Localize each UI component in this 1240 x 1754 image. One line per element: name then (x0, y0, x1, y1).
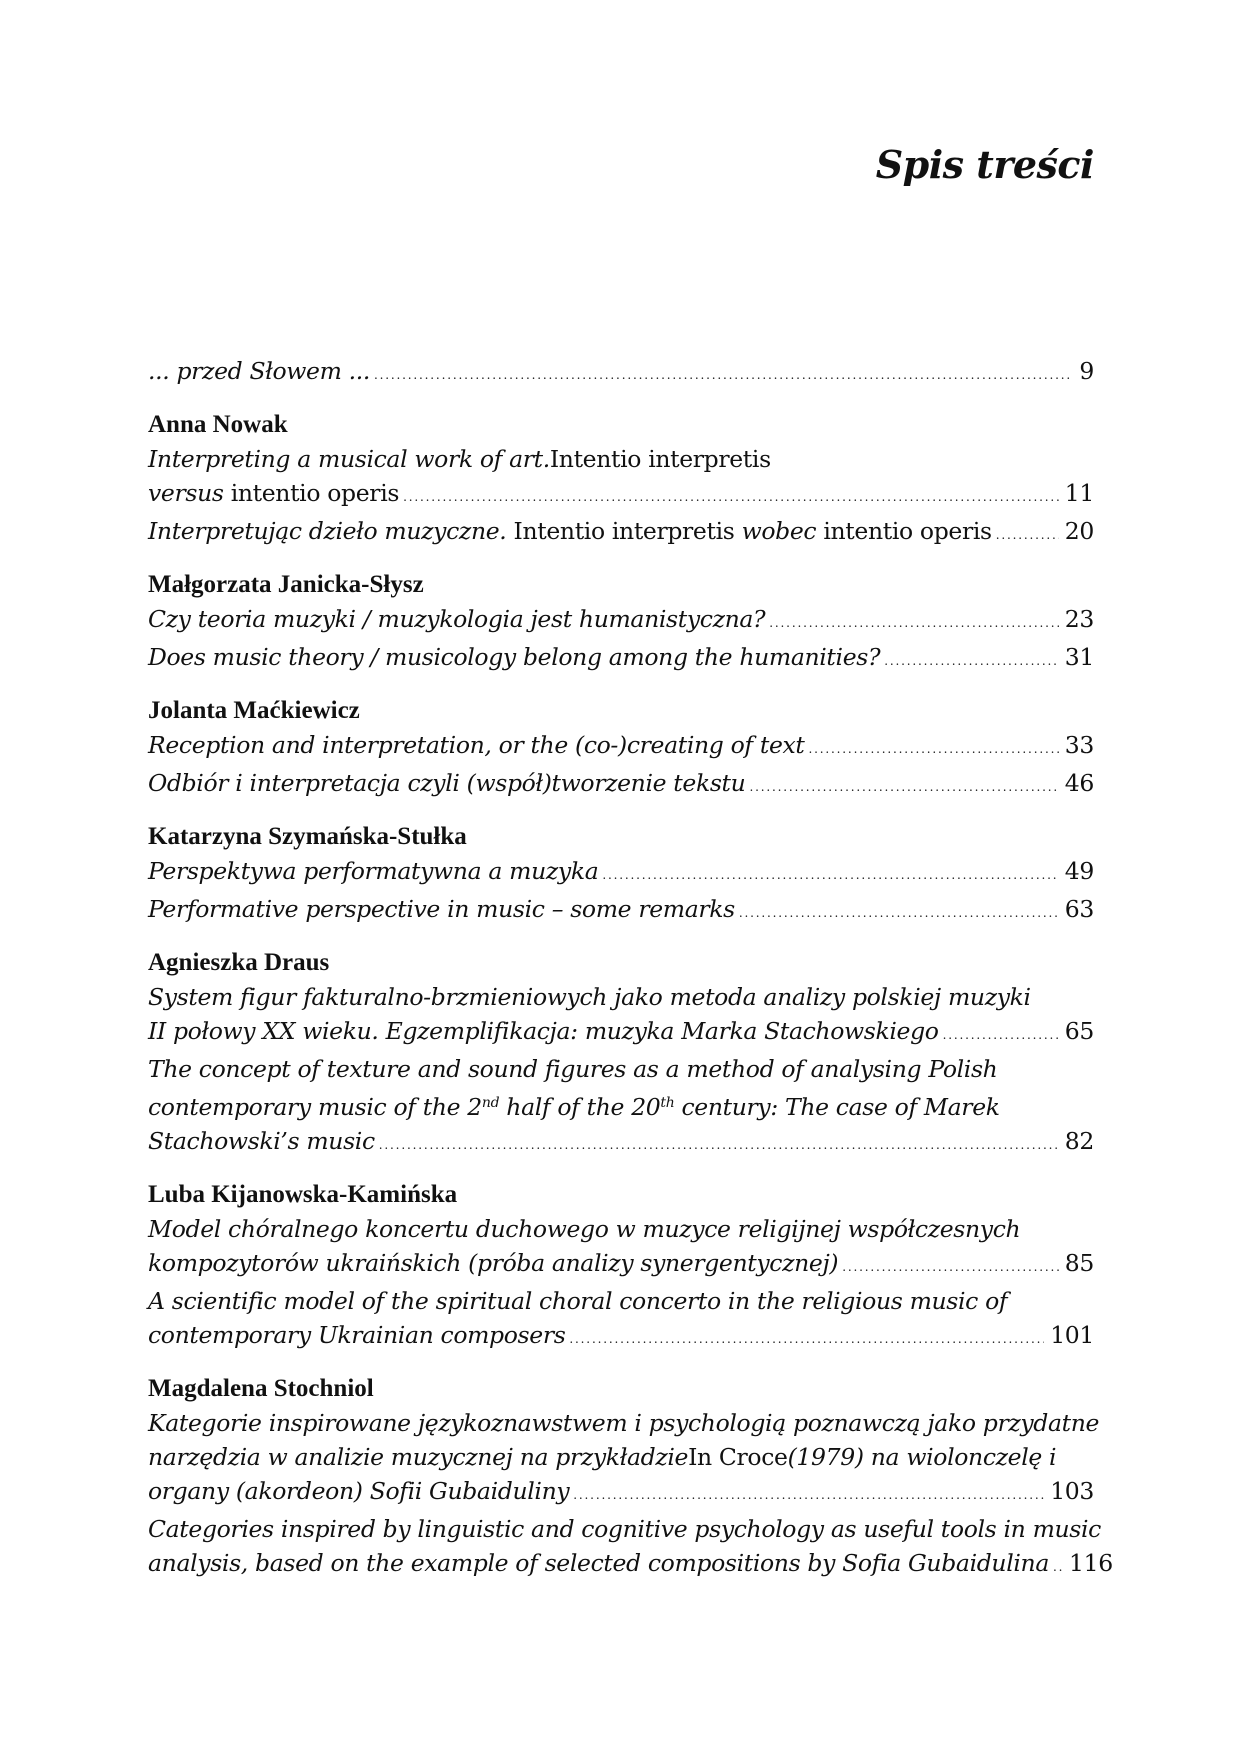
dot-leader (1053, 1546, 1063, 1584)
author-name: Magdalena Stochniol (148, 1375, 374, 1402)
title-segment: narzędzia w analizie muzycznej na przykładzie (148, 1443, 689, 1471)
entry-title: Czy teoria muzyki / muzykologia jest humanistyczna? (148, 605, 766, 633)
author-name: Luba Kijanowska-Kamińska (148, 1181, 458, 1208)
entry-title: Performative perspective in music – some remarks (148, 895, 735, 923)
toc-entry[interactable] (148, 1052, 1094, 1162)
author-name: Małgorzata Janicka-Słysz (148, 571, 424, 598)
author-section (148, 820, 1094, 930)
author-section (148, 568, 1094, 678)
author-name: Agnieszka Draus (148, 949, 330, 976)
entry-title (148, 514, 992, 548)
toc-line[interactable] (148, 766, 1094, 804)
toc-entry-intro[interactable] (148, 354, 1094, 392)
toc-entry[interactable] (148, 514, 1094, 552)
dot-leader (842, 1246, 1059, 1284)
entry-title: Odbiór i interpretacja czyli (współ)tworzenie tekstu (148, 769, 746, 797)
title-segment: intentio operis (816, 517, 992, 545)
page-number: 82 (1064, 1127, 1094, 1155)
toc-line[interactable] (148, 1124, 1094, 1162)
dot-leader (569, 1318, 1044, 1356)
dot-leader (809, 728, 1059, 766)
title-segment: Interpretując dzieło muzyczne. (148, 517, 507, 545)
entry-title: kompozytorów ukraińskich (próba analizy synergentycznej) (148, 1249, 839, 1277)
title-segment: Intentio interpretis (549, 445, 771, 473)
toc-line (148, 980, 1094, 1014)
toc-line (148, 1212, 1094, 1246)
entry-title: II połowy XX wieku. Egzemplifikacja: muzyka Marka Stachowskiego (148, 1017, 939, 1045)
toc-entry[interactable] (148, 892, 1094, 930)
dot-leader (403, 476, 1059, 514)
page-number: 85 (1064, 1249, 1094, 1277)
toc-line[interactable] (148, 1014, 1094, 1052)
author-section (148, 1178, 1094, 1356)
dot-leader (739, 892, 1059, 930)
toc-line[interactable] (148, 1318, 1094, 1356)
author-name: Anna Nowak (148, 411, 288, 438)
entry-title: A scientific model of the spiritual choral concerto in the religious music of (148, 1287, 1008, 1315)
entry-title: analysis, based on the example of selected compositions by Sofia Gubaidulina (148, 1549, 1049, 1577)
page-number: 116 (1069, 1549, 1113, 1577)
title-segment: century: The case of Marek (674, 1093, 1000, 1121)
page-number: 31 (1064, 643, 1094, 671)
page-number: 11 (1064, 479, 1094, 507)
toc-line[interactable] (148, 728, 1094, 766)
toc-line[interactable] (148, 892, 1094, 930)
toc-entry[interactable] (148, 728, 1094, 766)
author-section (148, 694, 1094, 804)
toc-entry[interactable] (148, 854, 1094, 892)
toc-entry[interactable] (148, 1284, 1094, 1356)
page-title: Spis treści (875, 142, 1094, 187)
page-number: 63 (1064, 895, 1094, 923)
entry-title (148, 476, 399, 510)
table-of-contents (148, 354, 1113, 1584)
page-number: 103 (1050, 1477, 1094, 1505)
toc-entry[interactable] (148, 1406, 1100, 1512)
entry-title: Categories inspired by linguistic and cognitive psychology as useful tools in music (148, 1515, 1101, 1543)
title-segment: Interpreting a musical work of art. (148, 445, 550, 473)
author-section (148, 408, 1094, 552)
toc-line (148, 1086, 1094, 1124)
page-number: 46 (1064, 769, 1094, 797)
entry-title: The concept of texture and sound figures as a method of analysing Polish (148, 1055, 998, 1083)
title-segment: In Croce (688, 1443, 788, 1471)
title-segment: intentio operis (223, 479, 400, 507)
dot-leader (769, 602, 1059, 640)
page-number: 20 (1064, 517, 1094, 545)
entry-title: Reception and interpretation, or the (co-)creating of text (148, 731, 805, 759)
entry-title: ... przed Słowem ... (148, 357, 371, 385)
entry-title: contemporary Ukrainian composers (148, 1321, 566, 1349)
page-number: 9 (1079, 357, 1094, 385)
toc-line[interactable] (148, 1546, 1113, 1584)
toc-line[interactable] (148, 854, 1094, 892)
dot-leader (884, 640, 1059, 678)
page-number: 101 (1050, 1321, 1094, 1349)
entry-title: Perspektywa performatywna a muzyka (148, 857, 599, 885)
author-name: Katarzyna Szymańska-Stułka (148, 823, 467, 850)
toc-line[interactable] (148, 1246, 1094, 1284)
toc-entry[interactable] (148, 602, 1094, 640)
entry-title: System figur fakturalno-brzmieniowych jako metoda analizy polskiej muzyki (148, 983, 1031, 1011)
entry-title: Model chóralnego koncertu duchowego w muzyce religijnej współczesnych (148, 1215, 1021, 1243)
title-segment: half of the 20 (499, 1093, 661, 1121)
superscript: th (660, 1095, 675, 1111)
dot-leader (374, 354, 1073, 392)
author-name: Jolanta Maćkiewicz (148, 697, 360, 724)
toc-line (148, 1052, 1094, 1086)
title-segment: versus (148, 479, 224, 507)
page-number: 65 (1064, 1017, 1094, 1045)
dot-leader (943, 1014, 1059, 1052)
author-section (148, 946, 1094, 1162)
toc-entry[interactable] (148, 980, 1094, 1052)
toc-line[interactable] (148, 1474, 1094, 1512)
title-segment: (1979) na wiolonczelę i (787, 1443, 1057, 1471)
toc-entry[interactable] (148, 1212, 1094, 1284)
toc-line (148, 442, 1094, 476)
entry-title: Stachowski’s music (148, 1127, 375, 1155)
dot-leader (573, 1474, 1044, 1512)
toc-line[interactable] (148, 514, 1094, 552)
toc-line (148, 1284, 1094, 1318)
toc-line (148, 1512, 1101, 1546)
page-number: 33 (1064, 731, 1094, 759)
toc-entry[interactable] (148, 766, 1094, 804)
toc-entry[interactable] (148, 1512, 1113, 1584)
author-section (148, 1372, 1113, 1584)
title-segment: wobec (741, 517, 817, 545)
dot-leader (996, 514, 1059, 552)
toc-entry[interactable] (148, 640, 1094, 678)
dot-leader (602, 854, 1058, 892)
dot-leader (749, 766, 1058, 804)
title-segment: Intentio interpretis (506, 517, 742, 545)
superscript: nd (481, 1095, 500, 1111)
toc-line[interactable] (148, 602, 1094, 640)
entry-title: Kategorie inspirowane językoznawstwem i psychologią poznawczą jako przydatne (148, 1409, 1100, 1437)
page-number: 23 (1064, 605, 1094, 633)
entry-title: Does music theory / musicology belong among the humanities? (148, 643, 881, 671)
dot-leader (379, 1124, 1059, 1162)
toc-line[interactable] (148, 640, 1094, 678)
title-segment: contemporary music of the 2 (148, 1093, 482, 1121)
toc-entry[interactable] (148, 442, 1094, 514)
toc-line[interactable] (148, 476, 1094, 514)
entry-title (148, 1086, 1000, 1124)
toc-line (148, 1406, 1100, 1440)
entry-title: organy (akordeon) Sofii Gubaiduliny (148, 1477, 570, 1505)
page-number: 49 (1064, 857, 1094, 885)
toc-line (148, 1440, 1094, 1474)
